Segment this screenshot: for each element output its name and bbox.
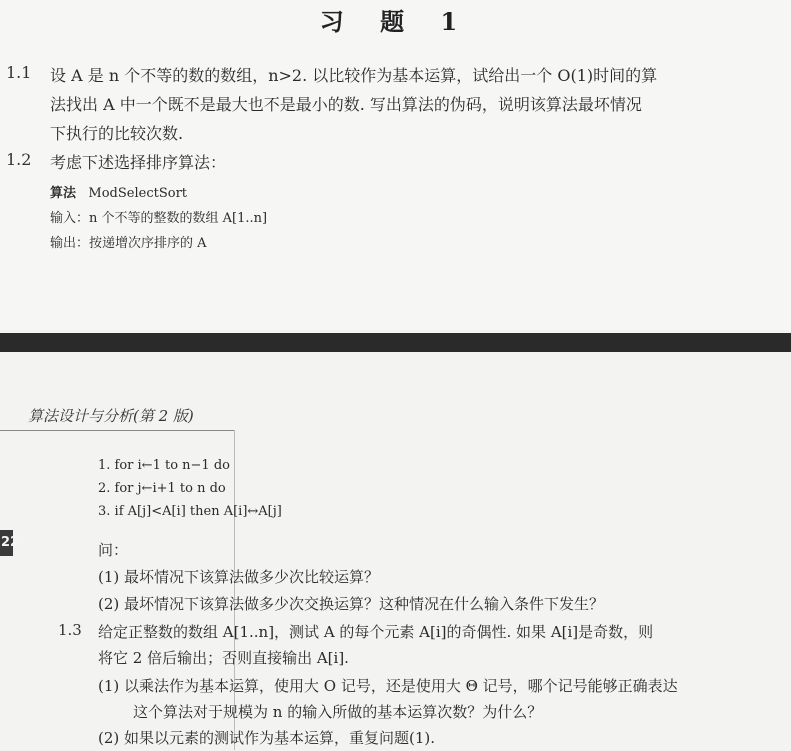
exercise-title: 习 题 1 [319,7,472,36]
page-number: 22 [0,530,13,556]
item-1-3-line-2: 将它 2 倍后输出；否则直接输出 A[i]. [98,649,349,667]
algorithm-input-line [50,207,267,226]
item-number-1-3: 1.3 [58,621,82,639]
item-1-1-line-1: 设 A 是 n 个不等的数的数组，n>2. 以比较作为基本运算，试给出一个 O(1)时间的算 [50,66,658,85]
item-1-3-sub-1-cont: 这个算法对于规模为 n 的输入所做的基本运算次数？为什么？ [133,703,543,721]
code-line-3: 3. if A[j]<A[i] then A[i]↔A[j] [98,504,282,519]
item-1-3-sub-1: (1) 以乘法作为基本运算，使用大 O 记号，还是使用大 Θ 记号，哪个记号能够正确表达 [98,677,678,695]
output-label: 输出： [50,236,90,251]
header-rule [0,430,235,431]
algorithm-name-line [50,182,187,201]
algorithm-name: ModSelectSort [88,186,188,201]
item-1-2-line-1: 考虑下述选择排序算法： [50,153,227,172]
input-label: 输入： [50,211,90,226]
page-divider [0,333,791,352]
item-number-1-1: 1.1 [6,63,32,82]
item-number-1-2: 1.2 [6,150,32,169]
item-1-1-line-2: 法找出 A 中一个既不是最大也不是最小的数. 写出算法的伪码，说明该算法最坏情况 [50,95,642,114]
input-text: n 个不等的整数的数组 A[1..n] [89,211,268,226]
algorithm-label: 算法 [50,186,77,201]
code-line-2: 2. for j←i+1 to n do [98,481,226,496]
question-1: (1) 最坏情况下该算法做多少次比较运算？ [98,568,380,586]
algorithm-output-line [50,232,207,251]
question-label: 问： [98,541,129,559]
item-1-3-line-1: 给定正整数的数组 A[1..n]，测试 A 的每个元素 A[i]的奇偶性. 如果 A[i]是奇数，则 [98,623,654,641]
question-2: (2) 最坏情况下该算法做多少次交换运算？这种情况在什么输入条件下发生？ [98,595,605,613]
output-text: 按递增次序排序的 A [89,236,207,251]
book-running-header: 算法设计与分析(第 2 版) [28,407,194,425]
item-1-1-line-3: 下执行的比较次数. [50,124,184,143]
code-line-1: 1. for i←1 to n−1 do [98,458,230,473]
item-1-3-sub-2: (2) 如果以元素的测试作为基本运算，重复问题(1). [98,729,436,747]
